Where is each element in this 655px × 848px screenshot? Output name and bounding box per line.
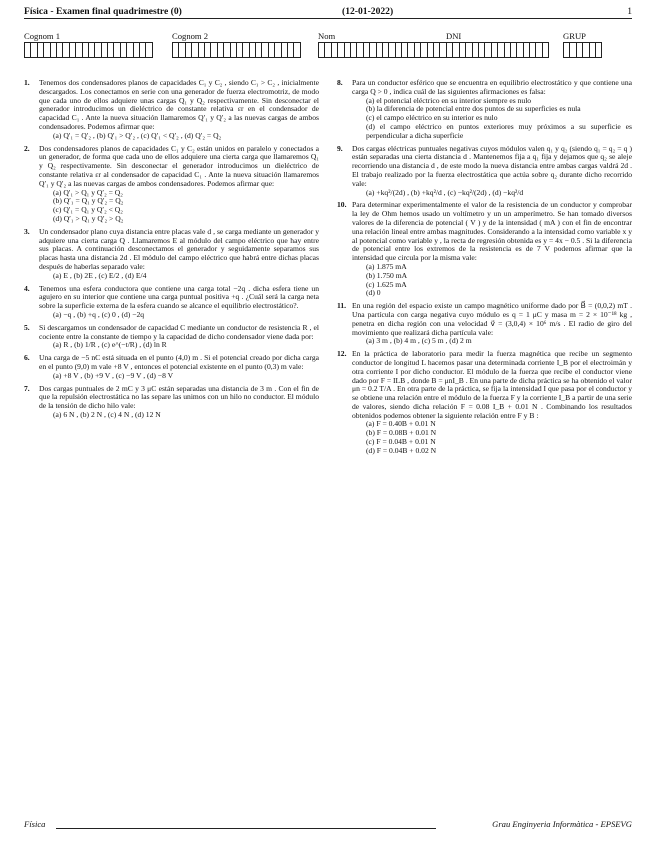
cognom2-boxes[interactable] [172,42,301,58]
question-11 [337,302,632,346]
question-options[interactable]: (a) F = 0.40B + 0.01 N (b) F = 0.08B + 0.01 N (c) F = 0.04B + 0.01 N (d) F = 0.04B + 0.02 N [366,419,437,455]
question-options[interactable]: (a) el potencial eléctrico en su interior siempre es nulo (b) la diferencia de potencial entre dos puntos de su superficies es nula (c) el campo eléctrico en su interior es nulo (d) el campo eléctrico en puntos exteriores muy próximos a su superficie es perpendicular a dicha superficie [366,95,632,140]
question-text: Tenemos una esfera conductora que contiene una carga total −2q . dicha esfera tiene un agujero en su interior que contiene una carga puntual positiva +q . ¿Cuál será la carga neta sobre la superficie externa de la esfera cuando se alcance el equilibrio electrostático?. [39,283,319,311]
left-column [24,79,319,424]
question-1 [24,79,319,141]
question-6 [24,354,319,380]
question-number: 9. [337,143,343,153]
question-number: 2. [24,143,30,153]
question-4 [24,285,319,320]
question-7 [24,385,319,420]
question-number: 1. [24,78,30,87]
question-number: 8. [337,78,343,87]
question-number: 7. [24,383,30,393]
question-10 [337,201,632,298]
question-options[interactable]: (a) −q , (b) +q , (c) 0 , (d) −2q [53,309,145,319]
question-9 [337,145,632,198]
question-options[interactable]: (a) 1.875 mA (b) 1.750 mA (c) 1.625 mA (d) 0 [366,261,408,298]
question-text: Para determinar experimentalmente el valor de la resistencia de un conductor y comprobar la ley de Ohm hemos usado un voltímetro y un un amperímetro. Se han tomado diversos valores de la diferencia de potencial ( V ) y de la intensidad ( mA ) con el fin de encontrar una relación lineal entre ambas magnitudes. Considerando a la intensidad como variable x y al potencial como variable y , la recta de regresión obtenida es y = 4x − 0.5 . Si la diferencia de potencial entre los extremos de la resistencia es de 7 V podemos afirmar que la intensidad que circula por la misma vale: [352,200,632,263]
question-options[interactable]: (a) 3 m , (b) 4 m , (c) 5 m , (d) 2 m [366,336,472,346]
footer-subject: Física [24,819,46,829]
cognom2-field[interactable] [172,31,301,58]
question-number: 3. [24,226,30,236]
question-number: 10. [337,200,347,210]
question-2 [24,145,319,224]
dni-boxes[interactable] [446,42,549,58]
question-options[interactable]: (a) R , (b) 1/R , (c) e^(−t/R) , (d) ln R [53,340,167,350]
cognom1-label: Cognom 1 [24,31,61,41]
cognom1-field[interactable] [24,31,153,58]
question-text: Un condensador plano cuya distancia entre placas vale d , se carga mediante un generador y adquiere una cierta carga Q . Llamaremos E al módulo del campo eléctrico que hay entre sus placas. A continuación desconectamos el generador y seguidamente separamos sus placas hasta una distancia 2d . El módulo del campo eléctrico que habrá entre dichas placas después de haberlas separado vale: [39,226,319,271]
question-number: 12. [337,349,347,359]
question-12 [337,350,632,456]
page-header [24,6,632,19]
question-text: Para un conductor esférico que se encuentra en equilibrio electrostático y que contiene una carga Q > 0 , indica cuál de las siguientes afirmaciones es falsa: [352,78,632,96]
exam-title: Física - Examen final quadrimestre (0) [24,6,182,17]
grup-boxes[interactable] [563,42,602,58]
question-options[interactable]: (a) +8 V , (b) +9 V , (c) −9 V , (d) −8 V [53,370,174,380]
question-text: Una carga de −5 nC está situada en el punto (4,0) m . Si el potencial creado por dicha carga en el punto (9,0) m vale +8 V , entonces el potencial existente en el punto (0,3) m vale: [39,353,319,371]
dni-label: DNI [446,31,462,41]
dni-field[interactable] [446,31,549,58]
question-5 [24,324,319,350]
question-text: Tenemos dos condensadores planos de capacidades C₁ y C₂ , siendo C₁ > C₂ , inicialmente descargados. Los conectamos en serie con una generador de fuerza electromotriz, de modo que cada uno de ellos adquiere unas cargas Q₁ y Q₂ respectivamente. Sin desconectar el generador introducimos un dieléctrico de constante relativa εr en el condensador de capacidad C₁ . Ante la nueva situación llamaremos Q′₁ y Q′₂ a las nuevas cargas de ambos condensadores. Podemos afirmar que: [39,78,319,131]
footer-degree: Grau Enginyeria Informàtica - EPSEVG [492,819,632,829]
question-options[interactable]: (a) E , (b) 2E , (c) E/2 , (d) E/4 [53,270,147,280]
question-options[interactable]: (a) Q′₁ > Q₁ y Q′₂ = Q₂ (b) Q′₁ = Q₁ y Q′₂ = Q₂ (c) Q′₁ = Q₁ y Q′₂ < Q₂ (d) Q′₁ > Q₁ y Q′₂ > Q₂ [53,187,124,223]
question-text: Dos condensadores planos de capacidades C₁ y C₂ están unidos en paralelo y conectados a un generador, de forma que cada uno de ellos adquiere una cierta carga que llamaremos Q₁ y Q₂ respectivamente. Sin desconectar el generador introducimos un dieléctrico de constante relativa εr al condensador de capacidad C₁ . Ante la nueva situación llamaremos Q′₁ y Q′₂ a las nuevas cargas de ambos condensadores. Podemos afirmar que: [39,143,319,188]
question-text: Dos cargas eléctricas puntuales negativas cuyos módulos valen q₁ y q₂ (siendo q₁ = q₂ = q ) están separadas una cierta distancia d . Mantenemos fija a q₁ fija y dejamos que q₂ se aleje recorriendo una distancia d , de este modo la nueva distancia entre ambas cargas valdrá 2d . El trabajo realizado por la fuerza electrostática que actúa sobre q₂ durante dicho recorrido vale: [352,143,632,188]
question-text: Si descargamos un condensador de capacidad C mediante un conductor de resistencia R , el cociente entre la constante de tiempo y la capacidad de dicho condensador viene dada por: [39,322,319,341]
question-text: Dos cargas puntuales de 2 mC y 3 μC están separadas una distancia de 3 m . Con el fin de que la repulsión electrostática no las separe las unimos con un hilo no conductor. El módulo de la tensión de dicho hilo vale: [39,383,319,411]
right-column [337,79,632,460]
question-text: En una región del espacio existe un campo magnético uniforme dado por B⃗ = (0,0,2) mT . Una partícula con carga negativa cuyo módulo es q = 1 μC y masa m = 2 × 10⁻¹⁸ kg , penetra en dicha región con una velocidad v⃗ = (3,0,4) × 10⁶ m/s . El radio de giro del movimiento que realizará dicha partícula vale: [352,301,632,337]
question-options[interactable]: (a) 6 N , (b) 2 N , (c) 4 N , (d) 12 N [53,409,161,419]
footer-rule [56,828,436,829]
question-number: 4. [24,283,30,293]
question-options[interactable]: (a) +kq²/(2d) , (b) +kq²/d , (c) −kq²/(2d) , (d) −kq²/d [366,187,524,197]
page-footer [24,819,632,831]
question-text: En la práctica de laboratorio para medir la fuerza magnética que recibe un segmento conductor de longitud L hacemos pasar una determinada corriente I_B por el electroimán y otra corriente I por dicho conductor. El módulo de la fuerza que recibe el conductor viene dado por F = ILB , donde B = μnI_B . En una parte de dicha práctica se ha obtenido el valor μn = 0.2 T/A . En otra parte de la práctica, se fija la intensidad I que pasa por el conductor y se obtiene una relación entre el módulo de la fuerza F y la corriente I_B a partir de una serie de valores, siendo dicha relación F = 0.08 I_B + 0.01 N . Combinando los resultados obtenidos podemos obtener la siguiente relación entre F y B : [352,349,632,420]
exam-date: (12-01-2022) [342,6,394,17]
question-number: 5. [24,322,30,332]
page-number: 1 [627,6,632,17]
grup-field[interactable] [563,31,602,58]
question-3 [24,228,319,281]
nom-field[interactable] [318,31,447,58]
nom-boxes[interactable] [318,42,447,58]
cognom1-boxes[interactable] [24,42,153,58]
grup-label: GRUP [563,31,586,41]
cognom2-label: Cognom 2 [172,31,209,41]
question-8 [337,79,632,141]
nom-label: Nom [318,31,336,41]
question-options[interactable]: (a) Q′₁ = Q′₂ , (b) Q′₁ > Q′₂ , (c) Q′₁ < Q′₂ , (d) Q′₂ = Q₂ [53,130,222,140]
question-number: 11. [337,301,347,311]
question-number: 6. [24,353,30,363]
